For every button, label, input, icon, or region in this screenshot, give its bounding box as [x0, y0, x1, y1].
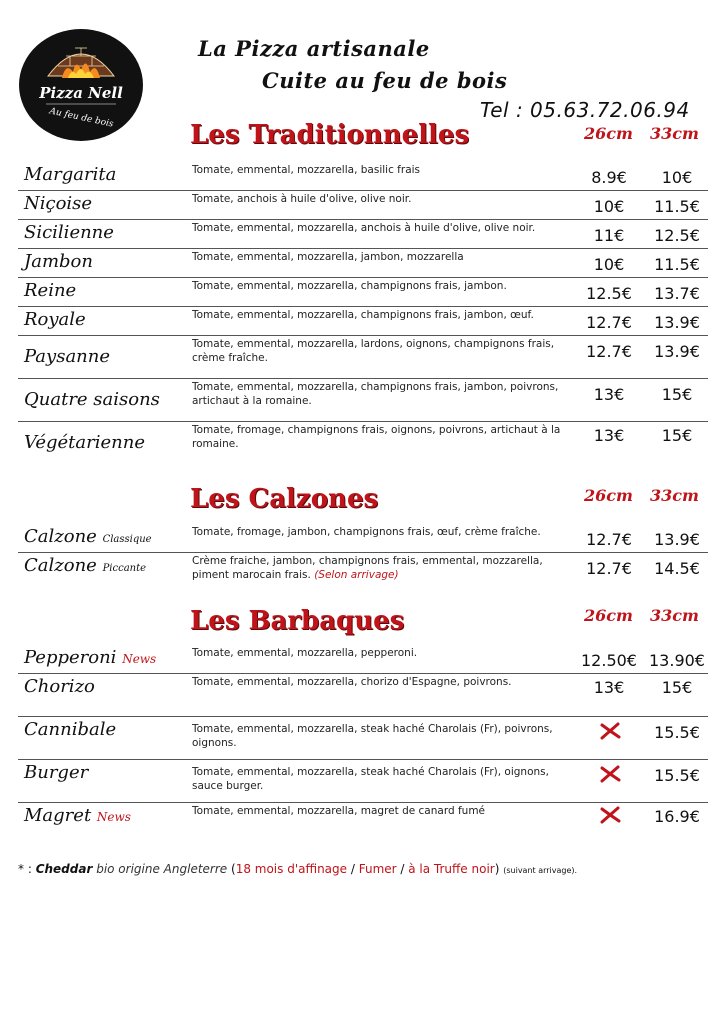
pizza-desc: Tomate, emmental, mozzarella, magret de canard fumé — [192, 805, 486, 817]
pizza-name: Calzone Classique — [24, 526, 152, 547]
pizza-name: Niçoise — [24, 193, 93, 214]
price-33: 11.5€ — [654, 197, 700, 216]
news-badge: News — [122, 652, 157, 666]
menu-row-chorizo — [18, 674, 708, 717]
pizza-desc: Tomate, emmental, mozzarella, anchois à huile d'olive, olive noir. — [192, 222, 536, 234]
price-33: 12.5€ — [654, 226, 700, 245]
menu-row-royale — [18, 307, 708, 336]
pizza-desc: Tomate, emmental, mozzarella, chorizo d'Espagne, poivrons. — [192, 676, 512, 688]
price-33: 13.90€ — [649, 651, 705, 670]
unavailable-cross-icon — [598, 805, 622, 825]
pizza-desc: Tomate, emmental, mozzarella, basilic frais — [192, 164, 421, 176]
footnote-truffe: à la Truffe noir — [408, 862, 495, 876]
price-26: 13€ — [593, 678, 625, 697]
pizza-name: Burger — [24, 762, 89, 783]
size-33-label: 33cm — [650, 486, 699, 505]
menu-row-burger — [18, 760, 708, 803]
cheddar-footnote — [18, 862, 577, 876]
pizza-name: Cannibale — [24, 719, 117, 740]
pizza-nell-logo — [18, 28, 144, 142]
price-33: 10€ — [661, 168, 693, 187]
pizza-desc: Tomate, emmental, mozzarella, champignons frais, jambon, poivrons, artichaut à la romaine. — [192, 381, 559, 407]
footnote-fumer: Fumer — [358, 862, 397, 876]
pizza-desc: Tomate, emmental, mozzarella, lardons, oignons, champignons frais, crème fraîche. — [192, 338, 555, 364]
size-33-label: 33cm — [650, 124, 699, 143]
unavailable-cross-icon — [598, 764, 622, 784]
price-33: 13.9€ — [654, 530, 700, 549]
menu-row-calzone-piccante — [18, 553, 708, 589]
pizza-name: Jambon — [24, 251, 93, 272]
menu-row-pepperoni — [18, 645, 708, 674]
price-33: 15€ — [661, 678, 693, 697]
availability-note: (Selon arrivage) — [314, 569, 399, 581]
footnote-paren-close: ) — [494, 862, 500, 876]
price-26: 13€ — [593, 426, 625, 445]
pizza-name: Sicilienne — [24, 222, 114, 243]
footnote-arrivage: (suivant arrivage). — [503, 866, 578, 875]
pizza-desc: Tomate, emmental, mozzarella, jambon, mozzarella — [192, 251, 464, 263]
pizza-desc: Tomate, fromage, jambon, champignons frais, œuf, crème fraîche. — [192, 526, 541, 538]
menu-row-margarita — [18, 162, 708, 191]
pizza-name: Calzone Piccante — [24, 555, 147, 576]
size-33-label: 33cm — [650, 606, 699, 625]
pizza-desc: Crème fraiche, jambon, champignons frais, emmental, mozzarella, piment marocain frais. (Selon arrivage) — [192, 555, 543, 581]
price-26: 12.5€ — [586, 284, 632, 303]
footnote-origin: bio origine Angleterre — [96, 862, 228, 876]
footnote-sep: / — [396, 862, 409, 876]
section-title-barbaques: Les Barbaques — [190, 606, 405, 636]
pizza-desc: Tomate, emmental, mozzarella, champignons frais, jambon, œuf. — [192, 309, 534, 321]
pizza-desc: Tomate, emmental, mozzarella, champignons frais, jambon. — [192, 280, 507, 292]
menu-row-paysanne — [18, 336, 708, 379]
menu-row-vegetarienne — [18, 422, 708, 462]
pizza-desc: Tomate, emmental, mozzarella, steak haché Charolais (Fr), poivrons, oignons. — [192, 723, 553, 749]
footnote-affinage: 18 mois d'affinage — [235, 862, 348, 876]
pizza-name: Chorizo — [24, 676, 95, 697]
price-26: 12.7€ — [586, 530, 632, 549]
menu-row-reine — [18, 278, 708, 307]
menu-row-nicoise — [18, 191, 708, 220]
unavailable-cross-icon — [598, 721, 622, 741]
price-26: 8.9€ — [591, 168, 627, 187]
price-26: 12.50€ — [581, 651, 637, 670]
price-33: 11.5€ — [654, 255, 700, 274]
pizza-desc: Tomate, emmental, mozzarella, pepperoni. — [192, 647, 418, 659]
news-badge: News — [96, 810, 131, 824]
price-26: 12.7€ — [586, 342, 632, 361]
phone-number: Tel : 05.63.72.06.94 — [480, 98, 690, 122]
variant-label: Classique — [102, 534, 152, 545]
tagline-artisanale: La Pizza artisanale — [198, 36, 430, 61]
footnote-sep: / — [347, 862, 359, 876]
logo-name: Pizza Nell — [39, 84, 123, 102]
price-33: 13.9€ — [654, 313, 700, 332]
pizza-desc: Tomate, emmental, mozzarella, steak haché Charolais (Fr), oignons, sauce burger. — [192, 766, 549, 792]
pizza-name: Pepperoni News — [24, 647, 157, 668]
pizza-name: Reine — [24, 280, 77, 301]
footnote-star: * : — [18, 862, 32, 876]
menu-row-quatre-saisons — [18, 379, 708, 422]
price-33: 16.9€ — [654, 807, 700, 826]
logo-subtitle: Au feu de bois — [48, 106, 115, 130]
footnote-cheddar: Cheddar — [35, 862, 93, 876]
price-33: 14.5€ — [654, 559, 700, 578]
variant-label: Piccante — [102, 563, 147, 574]
footnote-paren-open: ( — [231, 862, 236, 876]
pizza-name: Paysanne — [24, 346, 111, 367]
menu-row-sicilienne — [18, 220, 708, 249]
price-33: 13.7€ — [654, 284, 700, 303]
price-26: 13€ — [593, 385, 625, 404]
section-title-traditionnelles: Les Traditionnelles — [190, 120, 470, 150]
price-33: 15€ — [661, 426, 693, 445]
tagline-feu-de-bois: Cuite au feu de bois — [262, 68, 508, 93]
menu-row-jambon — [18, 249, 708, 278]
size-26-label: 26cm — [584, 124, 633, 143]
price-26: 10€ — [593, 197, 625, 216]
price-33: 15.5€ — [654, 723, 700, 742]
price-26: 11€ — [593, 226, 625, 245]
pizza-name: Royale — [24, 309, 86, 330]
pizza-name: Quatre saisons — [24, 389, 160, 410]
pizza-desc: Tomate, anchois à huile d'olive, olive noir. — [192, 193, 412, 205]
pizza-name: Magret News — [24, 805, 131, 826]
price-33: 15€ — [661, 385, 693, 404]
menu-row-calzone-classique — [18, 524, 708, 553]
menu-row-cannibale — [18, 717, 708, 760]
size-26-label: 26cm — [584, 486, 633, 505]
price-26: 12.7€ — [586, 559, 632, 578]
pizza-desc: Tomate, fromage, champignons frais, oignons, poivrons, artichaut à la romaine. — [192, 424, 561, 450]
section-title-calzones: Les Calzones — [190, 484, 379, 514]
price-33: 15.5€ — [654, 766, 700, 785]
price-26: 12.7€ — [586, 313, 632, 332]
price-26: 10€ — [593, 255, 625, 274]
pizza-name: Margarita — [24, 164, 117, 185]
size-26-label: 26cm — [584, 606, 633, 625]
price-33: 13.9€ — [654, 342, 700, 361]
menu-row-magret — [18, 803, 708, 833]
pizza-name: Végétarienne — [24, 432, 145, 453]
